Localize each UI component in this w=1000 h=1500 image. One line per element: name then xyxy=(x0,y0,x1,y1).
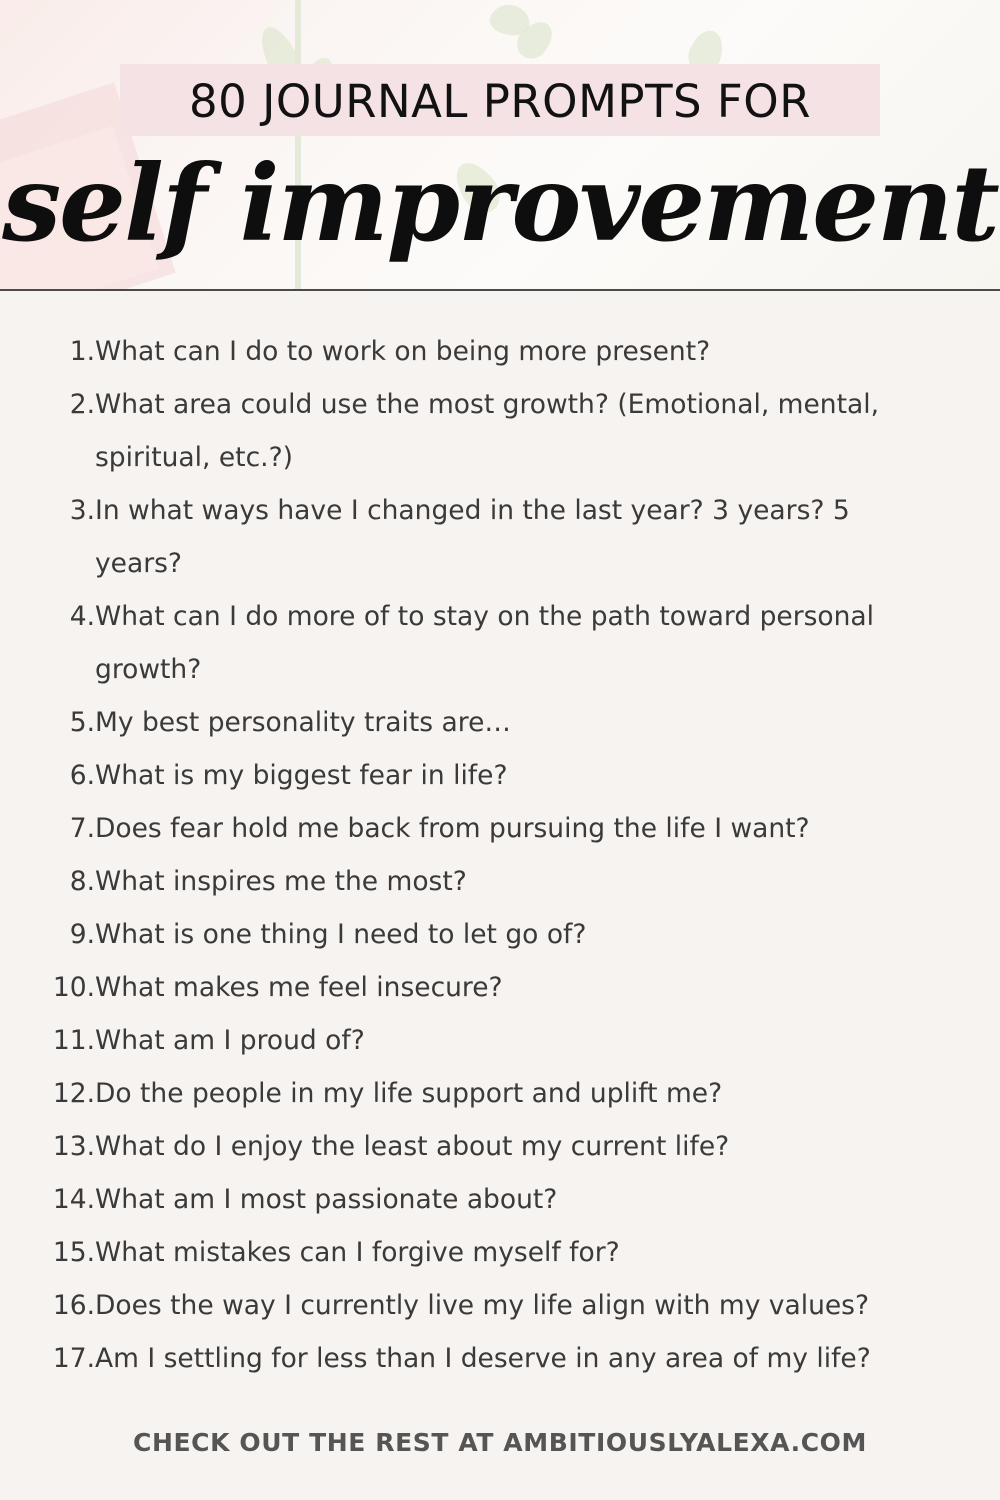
title-main-script: self improvement xyxy=(2,141,998,265)
list-item-text: What is my biggest fear in life? xyxy=(95,760,508,791)
title-top-line: 80 JOURNAL PROMPTS FOR xyxy=(189,75,811,128)
list-item-text: What do I enjoy the least about my current life? xyxy=(95,1131,730,1162)
list-item xyxy=(0,1226,945,1279)
list-item-number: 1. xyxy=(69,336,95,367)
list-item-text: Do the people in my life support and uplift me? xyxy=(95,1078,723,1109)
list-item-text: What am I most passionate about? xyxy=(95,1184,558,1215)
list-item-number: 13. xyxy=(52,1131,95,1162)
list-item xyxy=(0,696,945,749)
list-item-text: My best personality traits are… xyxy=(95,707,511,738)
list-item-text: Does the way I currently live my life align with my values? xyxy=(95,1290,870,1321)
list-item-text: In what ways have I changed in the last year? 3 years? 5 years? xyxy=(95,495,850,579)
list-item xyxy=(0,1120,945,1173)
list-item xyxy=(0,1332,945,1385)
list-item-number: 16. xyxy=(52,1290,95,1321)
list-item xyxy=(0,855,945,908)
list-item-number: 4. xyxy=(69,601,95,632)
list-item-number: 6. xyxy=(69,760,95,791)
list-item xyxy=(0,590,945,696)
list-item-text: Am I settling for less than I deserve in any area of my life? xyxy=(95,1343,871,1374)
list-item-text: What makes me feel insecure? xyxy=(95,972,503,1003)
list-item-number: 7. xyxy=(69,813,95,844)
list-item-number: 2. xyxy=(69,389,95,420)
list-item-text: What am I proud of? xyxy=(95,1025,365,1056)
list-item-number: 12. xyxy=(52,1078,95,1109)
list-item xyxy=(0,908,945,961)
list-item-number: 17. xyxy=(52,1343,95,1374)
list-item xyxy=(0,1014,945,1067)
prompt-list xyxy=(0,325,1000,1385)
list-item-number: 15. xyxy=(52,1237,95,1268)
list-item-number: 10. xyxy=(52,972,95,1003)
list-item xyxy=(0,1279,945,1332)
list-item xyxy=(0,802,945,855)
footer-cta: CHECK OUT THE REST AT AMBITIOUSLYALEXA.COM xyxy=(133,1428,867,1457)
list-item-number: 9. xyxy=(69,919,95,950)
list-item-number: 3. xyxy=(69,495,95,526)
header-divider xyxy=(0,289,1000,291)
header-banner xyxy=(0,0,1000,289)
list-item xyxy=(0,1067,945,1120)
list-item xyxy=(0,378,945,484)
list-item-text: What inspires me the most? xyxy=(95,866,467,897)
list-item-text: What can I do to work on being more present? xyxy=(95,336,711,367)
list-item xyxy=(0,1173,945,1226)
list-item-text: What is one thing I need to let go of? xyxy=(95,919,587,950)
list-item-text: What area could use the most growth? (Emotional, mental, spiritual, etc.?) xyxy=(95,389,879,473)
list-item xyxy=(0,484,945,590)
list-item-number: 5. xyxy=(69,707,95,738)
list-item xyxy=(0,749,945,802)
list-item xyxy=(0,961,945,1014)
list-item-number: 14. xyxy=(52,1184,95,1215)
list-item-number: 11. xyxy=(52,1025,95,1056)
list-item-text: Does fear hold me back from pursuing the life I want? xyxy=(95,813,810,844)
list-item-text: What can I do more of to stay on the path toward personal growth? xyxy=(95,601,875,685)
list-item-text: What mistakes can I forgive myself for? xyxy=(95,1237,620,1268)
list-item-number: 8. xyxy=(69,866,95,897)
list-item xyxy=(0,325,945,378)
